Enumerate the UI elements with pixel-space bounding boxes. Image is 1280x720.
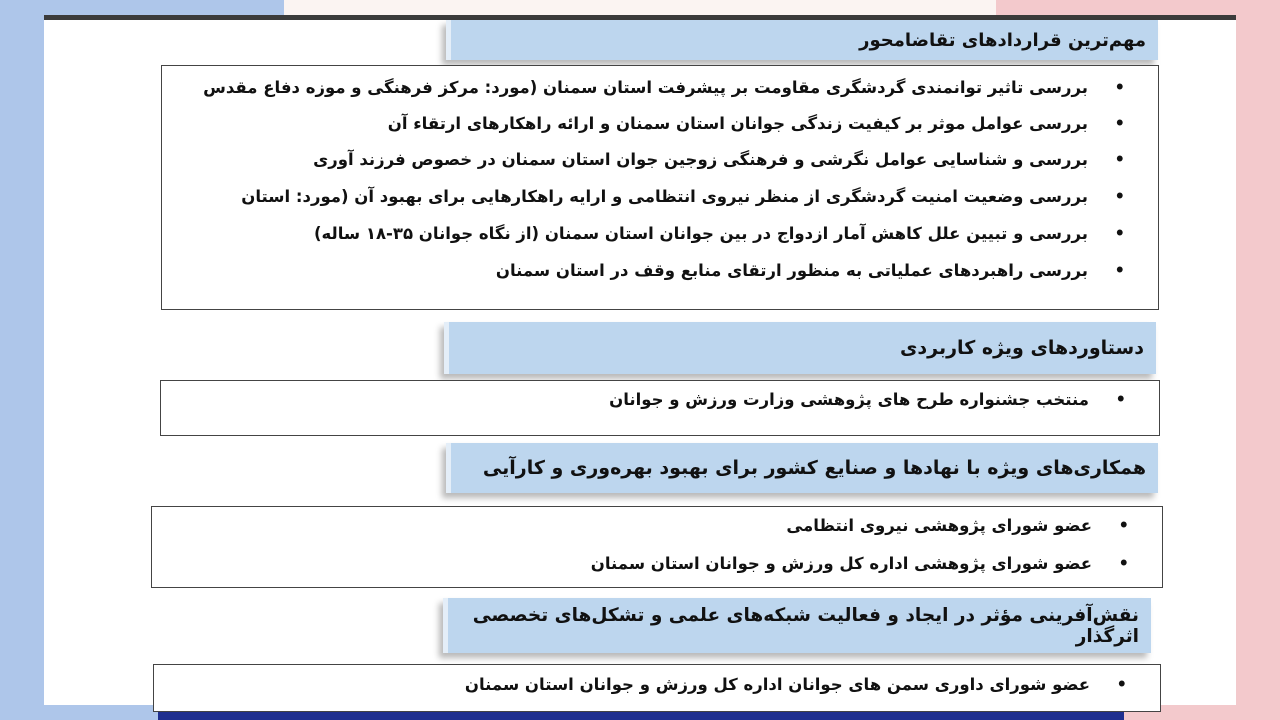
right-decor-band: [1236, 0, 1280, 720]
section-box-contracts: [161, 65, 1159, 310]
section-title: مهم‌ترین قراردادهای تقاضامحور: [859, 29, 1146, 51]
section-box-networks: [153, 664, 1161, 712]
section-header-achievements: [444, 322, 1156, 374]
section-title: نقش‌آفرینی مؤثر در ایجاد و فعالیت شبکه‌های علمی و تشکل‌های تخصصی اثرگذار: [472, 604, 1139, 647]
list-item: • بررسی وضعیت امنیت گردشگری از منظر نیروی انتظامی و ارایه راهکارهایی برای بهبود آن (مورد: استان: [162, 184, 1158, 221]
section-box-collaborations: [151, 506, 1163, 588]
section-title: دستاوردهای ویژه کاربردی: [900, 337, 1144, 359]
section-title: همکاری‌های ویژه با نهادها و صنایع کشور برای بهبود بهره‌وری و کارآیی: [482, 457, 1146, 479]
list-item: • بررسی عوامل موثر بر کیفیت زندگی جوانان استان سمنان و ارائه راهکارهای ارتقاء آن: [162, 111, 1158, 147]
list-item: • بررسی راهبردهای عملیاتی به منظور ارتقای منابع وقف در استان سمنان: [162, 258, 1158, 295]
section-header-collaborations: [446, 443, 1158, 493]
list-item: • بررسی تاثیر توانمندی گردشگری مقاومت بر پیشرفت استان سمنان (مورد: مرکز فرهنگی و موزه دفاع مقدس: [162, 75, 1158, 111]
list-item: • عضو شورای پژوهشی اداره کل ورزش و جوانان استان سمنان: [152, 551, 1162, 589]
list-item: • عضو شورای پژوهشی نیروی انتظامی: [152, 513, 1162, 551]
contracts-list: [162, 75, 1158, 295]
section-box-achievements: [160, 380, 1160, 436]
top-left-decor: [44, 0, 284, 16]
top-center-decor: [284, 0, 996, 16]
top-right-decor: [996, 0, 1236, 16]
list-item: • بررسی و شناسایی عوامل نگرشی و فرهنگی زوجین جوان استان سمنان در خصوص فرزند آوری: [162, 147, 1158, 184]
list-item: • عضو شورای داوری سمن های جوانان اداره کل ورزش و جوانان استان سمنان: [154, 672, 1160, 700]
collaborations-list: [152, 513, 1162, 589]
section-header-networks: [443, 598, 1151, 653]
section-header-contracts: [446, 20, 1158, 60]
list-item: • منتخب جشنواره طرح های پژوهشی وزارت ورزش و جوانان: [161, 387, 1159, 415]
achievements-list: [161, 387, 1159, 415]
bottom-left-decor: [44, 705, 158, 720]
list-item: • بررسی و تبیین علل کاهش آمار ازدواج در بین جوانان استان سمنان (از نگاه جوانان ۳۵-۱۸ ساله): [162, 221, 1158, 258]
left-decor-band: [0, 0, 44, 720]
networks-list: [154, 672, 1160, 700]
